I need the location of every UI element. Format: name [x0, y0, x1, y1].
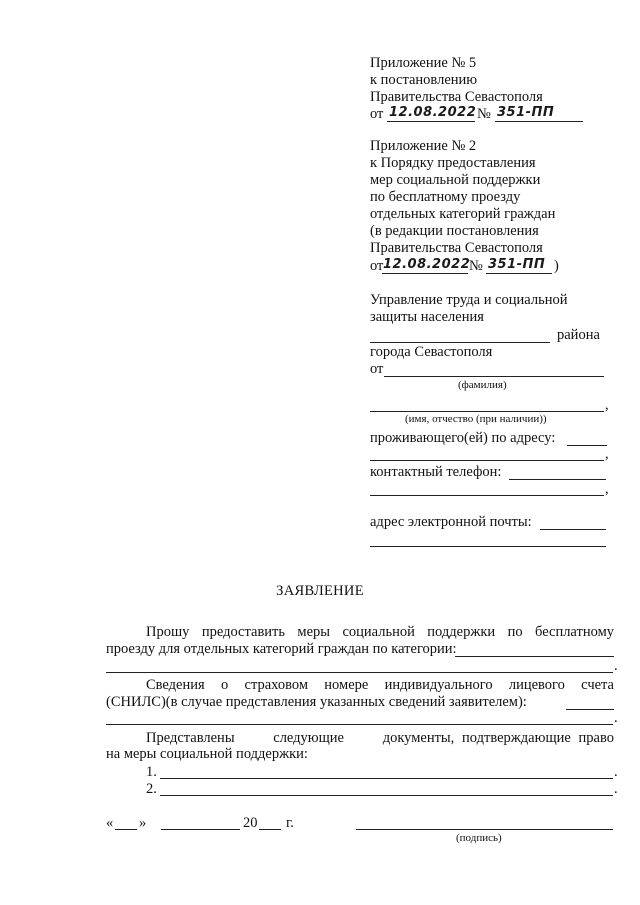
- appendix5-number-line: [495, 121, 583, 122]
- document-item-dot: .: [614, 764, 618, 780]
- appendix2-num-prefix: №: [469, 258, 483, 274]
- snils-dot: .: [614, 710, 618, 726]
- phone-label: контактный телефон:: [370, 464, 502, 480]
- name-caption: (имя, отчество (при наличии)): [405, 413, 547, 425]
- appendix2-line: (в редакции постановления: [370, 223, 539, 239]
- phone-field-continued[interactable]: [370, 495, 604, 496]
- appendix2-line: мер социальной поддержки: [370, 172, 541, 188]
- email-field-continued[interactable]: [370, 546, 606, 547]
- appendix5-date-handwritten: 12.08.2022: [389, 105, 477, 120]
- document-item-number: 2.: [146, 781, 157, 797]
- appendix2-close-paren: ): [554, 258, 559, 274]
- day-field[interactable]: [115, 829, 137, 830]
- signature-field[interactable]: [356, 829, 613, 830]
- surname-field[interactable]: [384, 376, 604, 377]
- statement-title: ЗАЯВЛЕНИЕ: [276, 583, 364, 599]
- appendix5-number-handwritten: 351-ПП: [497, 105, 555, 120]
- appendix2-line: отдельных категорий граждан: [370, 206, 556, 222]
- month-field[interactable]: [161, 829, 240, 830]
- addressee-city: города Севастополя: [370, 344, 493, 360]
- snils-field-continued[interactable]: [106, 724, 613, 725]
- document-item-number: 1.: [146, 764, 157, 780]
- district-label: района: [557, 327, 600, 343]
- appendix2-date-handwritten: 12.08.2022: [383, 257, 471, 272]
- snils-text-line2: (СНИЛС)(в случае представления указанных сведений заявителем):: [106, 694, 527, 710]
- date-quote-open: «: [106, 815, 114, 831]
- appendix2-line: к Порядку предоставления: [370, 155, 536, 171]
- appendix5-line2: к постановлению: [370, 72, 478, 88]
- appendix2-line: по бесплатному проезду: [370, 189, 521, 205]
- surname-caption: (фамилия): [458, 379, 507, 391]
- appendix5-title: Приложение № 5: [370, 55, 477, 71]
- name-comma: ,: [605, 397, 609, 413]
- appendix5-date-line: [387, 121, 475, 122]
- addressee-line1: Управление труда и социальной: [370, 292, 568, 308]
- request-text-line2: проезду для отдельных категорий граждан по категории:: [106, 641, 457, 657]
- snils-field[interactable]: [566, 709, 614, 710]
- appendix2-title: Приложение № 2: [370, 138, 477, 154]
- appendix2-number-handwritten: 351-ПП: [488, 257, 546, 272]
- appendix2-line: Правительства Севастополя: [370, 240, 543, 256]
- request-text-line1: Прошу предоставить меры социальной поддержки по бесплатному: [146, 624, 614, 640]
- address-comma: ,: [605, 446, 609, 462]
- appendix5-num-prefix: №: [477, 106, 491, 122]
- appendix2-from-prefix: от: [370, 258, 384, 274]
- documents-text-line2: на меры социальной поддержки:: [106, 746, 308, 762]
- category-field-continued[interactable]: [106, 672, 613, 673]
- name-field[interactable]: [370, 411, 604, 412]
- address-field-continued[interactable]: [370, 460, 604, 461]
- phone-comma: ,: [605, 481, 609, 497]
- document-item-dot: .: [614, 781, 618, 797]
- signature-caption: (подпись): [456, 832, 502, 844]
- addressee-line2: защиты населения: [370, 309, 484, 325]
- document-item-field[interactable]: [160, 778, 613, 779]
- phone-field[interactable]: [509, 479, 606, 480]
- appendix5-line3: Правительства Севастополя: [370, 89, 543, 105]
- year-suffix: г.: [286, 815, 294, 831]
- appendix5-from-prefix: от: [370, 106, 384, 122]
- appendix2-date-line: [382, 273, 468, 274]
- district-field[interactable]: [370, 342, 550, 343]
- appendix2-number-line: [486, 273, 552, 274]
- year-prefix: 20: [243, 815, 258, 831]
- category-field[interactable]: [455, 656, 614, 657]
- address-label: проживающего(ей) по адресу:: [370, 430, 556, 446]
- category-dot: .: [614, 658, 618, 674]
- snils-text-line1: Сведения о страховом номере индивидуального лицевого счета: [146, 677, 614, 693]
- email-label: адрес электронной почты:: [370, 514, 532, 530]
- documents-text-line1: Представлены следующие документы, подтверждающие право: [146, 730, 614, 746]
- year-field[interactable]: [259, 829, 281, 830]
- document-item-field[interactable]: [160, 795, 613, 796]
- from-label: от: [370, 361, 384, 377]
- date-quote-close: »: [139, 815, 147, 831]
- address-field[interactable]: [567, 445, 607, 446]
- email-field[interactable]: [540, 529, 606, 530]
